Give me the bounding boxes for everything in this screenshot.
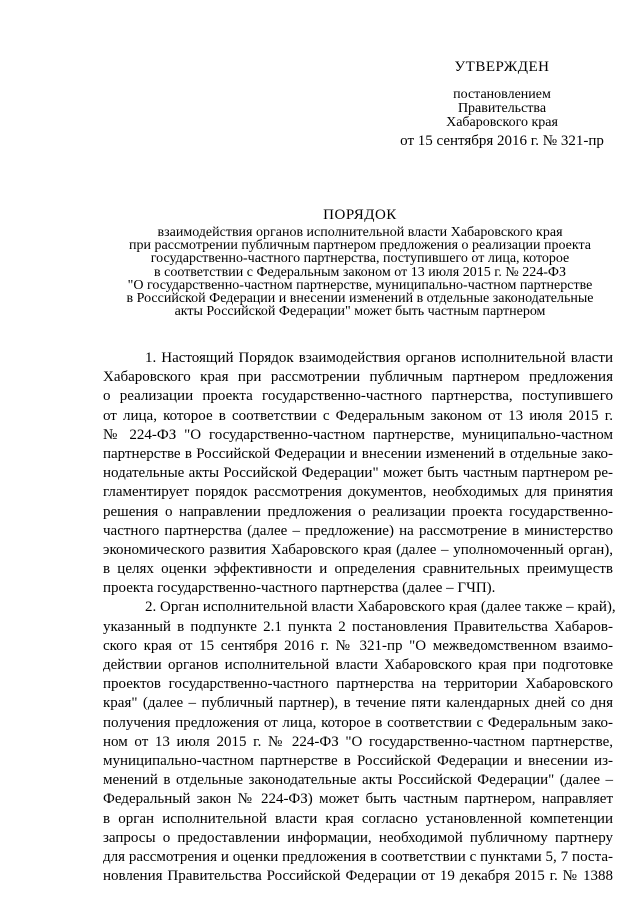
paragraph-line: получения предложения от лица, которое в соответствии с Федеральным зако- <box>103 714 613 731</box>
subtitle-line: "О государственно-частном партнерстве, муниципально-частном партнерстве <box>127 277 593 293</box>
paragraph-line: от лица, которое в соответствии с Федеральным законом от 13 июля 2015 г. <box>103 407 613 424</box>
paragraph-line: № 224-ФЗ "О государственно-частном партнерстве, муниципально-частном <box>103 426 613 443</box>
subtitle-line: в Российской Федерации и внесении изменений в отдельные законодательные <box>126 291 594 307</box>
paragraph-line: Хабаровского края при рассмотрении публичным партнером предложения <box>103 369 613 386</box>
paragraph-line: запросы о предоставлении информации, необходимой публичному партнеру <box>103 829 613 846</box>
paragraph-line: для рассмотрения и оценки предложения в соответствии с пунктами 5, 7 поста- <box>103 848 613 865</box>
subtitle-line: акты Российской Федерации" может быть частным партнером <box>174 304 546 320</box>
paragraph-1 <box>103 349 613 598</box>
approval-heading: УТВЕРЖДЕН <box>454 59 550 75</box>
paragraph-line: 1. Настоящий Порядок взаимодействия органов исполнительной власти <box>145 350 613 366</box>
paragraph-line: партнерстве в Российской Федерации и внесении изменений в отдельные зако- <box>103 445 613 462</box>
paragraph-line: проектов государственно-частного партнерства на территории Хабаровского <box>103 676 613 693</box>
paragraph-line: частного партнерства (далее – предложение) на рассмотрение в министерство <box>103 522 613 539</box>
paragraph-line: решения о направлении предложения о реализации проекта государственно- <box>103 503 613 520</box>
subtitle-line: в соответствии с Федеральным законом от 13 июля 2015 г. № 224-ФЗ <box>154 264 566 280</box>
paragraph-line: гламентирует порядок рассмотрения документов, необходимых для принятия <box>103 484 613 501</box>
paragraph-2 <box>103 598 616 886</box>
paragraph-line: 2. Орган исполнительной власти Хабаровского края (далее также – край), <box>145 599 616 616</box>
approval-line: постановлением <box>453 87 551 102</box>
paragraph-line: экономического развития Хабаровского края (далее – уполномоченный орган), <box>103 541 613 558</box>
approval-line: Правительства <box>457 101 547 116</box>
document-body <box>103 349 616 886</box>
paragraph-line: муниципально-частном партнерстве в Российской Федерации и внесении из- <box>103 752 613 769</box>
paragraph-line: о реализации проекта государственно-частного партнерства, поступившего <box>103 388 613 405</box>
paragraph-line: края" (далее – публичный партнер), в течение пяти календарных дней со дня <box>103 695 613 712</box>
paragraph-line: в орган исполнительной власти края согласно установленной компетенции <box>103 810 613 827</box>
paragraph-line: ном от 13 июля 2015 г. № 224-ФЗ "О государственно-частном партнерстве, <box>103 733 613 750</box>
paragraph-line: действии органов исполнительной власти Хабаровского края при подготовке <box>103 657 613 673</box>
paragraph-line: новления Правительства Российской Федерации от 19 декабря 2015 г. № 1388 <box>103 868 613 885</box>
paragraph-line: в целях оценки эффективности и определения сравнительных преимуществ <box>103 561 613 578</box>
document-title: ПОРЯДОК <box>323 207 397 223</box>
document-subtitle <box>70 226 640 318</box>
paragraph-line: менений в отдельные законодательные акты Российской Федерации" (далее – <box>103 772 613 789</box>
approval-block <box>392 60 612 149</box>
subtitle-line: взаимодействия органов исполнительной власти Хабаровского края <box>157 225 563 240</box>
paragraph-line: ского края от 15 сентября 2016 г. № 321-пр "О межведомственном взаимо- <box>103 637 613 654</box>
subtitle-line: при рассмотрении публичным партнером предложения о реализации проекта <box>129 238 591 254</box>
paragraph-line: указанный в подпункте 2.1 пункта 2 постановления Правительства Хабаров- <box>103 618 613 635</box>
paragraph-line: проекта государственно-частного партнерства (далее – ГЧП). <box>103 580 496 597</box>
paragraph-line: нодательные акты Российской Федерации" может быть частным партнером ре- <box>103 465 613 482</box>
subtitle-line: государственно-частного партнерства, поступившего от лица, которое <box>150 251 570 267</box>
approval-date: от 15 сентября 2016 г. № 321-пр <box>400 133 604 149</box>
paragraph-line: Федеральный закон № 224-ФЗ) может быть частным партнером, направляет <box>103 791 613 808</box>
approval-line: Хабаровского края <box>446 115 558 130</box>
